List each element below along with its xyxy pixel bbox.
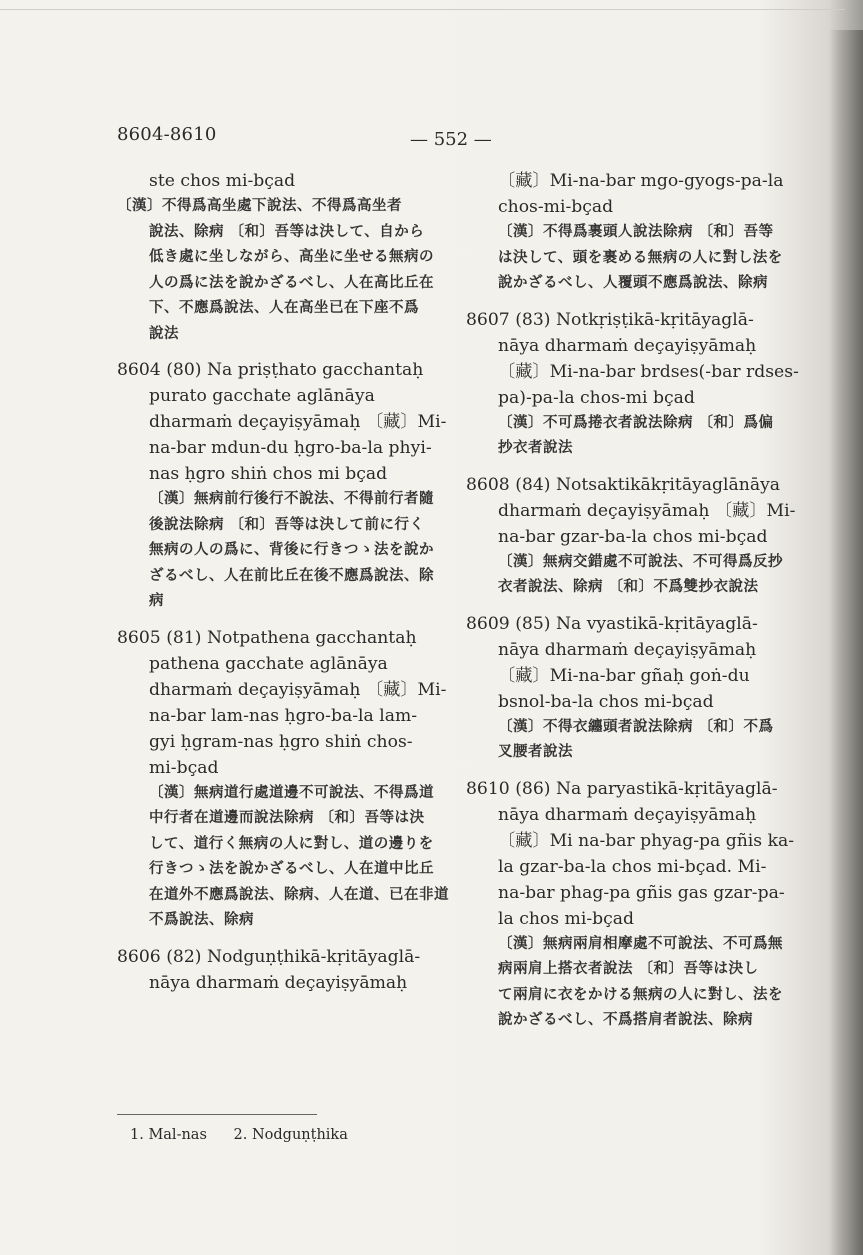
cjk-gloss: 後說法除病 〔和〕吾等は決して前に行く bbox=[149, 516, 425, 533]
cjk-gloss: 〔漢〕不得衣纏頭者說法除病 〔和〕不爲 bbox=[498, 718, 774, 735]
entry-line: 〔藏〕Mi-na-bar gñaḥ goṅ-du bbox=[498, 665, 750, 686]
cjk-gloss: 〔漢〕不得爲高坐處下說法、不得爲高坐者 bbox=[117, 198, 402, 214]
cjk-gloss: 〔漢〕不得爲裹頭人說法除病 〔和〕吾等 bbox=[498, 224, 774, 240]
entry-line: dharmaṁ deçayiṣyāmaḥ 〔藏〕Mi- bbox=[498, 500, 796, 521]
entry-line: dharmaṁ deçayiṣyāmaḥ 〔藏〕Mi- bbox=[149, 412, 447, 432]
entry-line: nāya dharmaṁ deçayiṣyāmaḥ bbox=[498, 639, 757, 660]
entry-line: nāya dharmaṁ deçayiṣyāmaḥ bbox=[149, 972, 408, 993]
cjk-gloss: 說法、除病 〔和〕吾等は決して、自から bbox=[149, 223, 425, 240]
entry-line: nas ḥgro shiṅ chos mi bçad bbox=[149, 464, 388, 484]
entry-8605 bbox=[117, 625, 453, 934]
left-column bbox=[117, 168, 453, 996]
entry-line: 〔藏〕Mi na-bar phyag-pa gñis ka- bbox=[498, 830, 795, 851]
running-head: 8604-8610 bbox=[117, 124, 217, 145]
entry-line: 8606 (82) Nodguṇṭhikā-kṛitāyaglā- bbox=[117, 946, 421, 967]
footnote-1: 1. Mal-nas bbox=[130, 1127, 207, 1143]
entry-8607 bbox=[466, 307, 799, 462]
entry-line: 8604 (80) Na priṣṭhato gacchantaḥ bbox=[117, 360, 424, 380]
cjk-gloss: は決して、頭を裹める無病の人に對し法を bbox=[498, 249, 783, 266]
right-column bbox=[466, 168, 799, 1034]
entry-line: 8609 (85) Na vyastikā-kṛitāyaglā- bbox=[466, 613, 758, 634]
entry-line: pa)-pa-la chos-mi bçad bbox=[498, 387, 695, 408]
entry-line: 8608 (84) Notsaktikākṛitāyaglānāya bbox=[466, 474, 781, 495]
footnotes bbox=[130, 1127, 370, 1143]
entry-8609 bbox=[466, 611, 796, 766]
cjk-gloss: 病 bbox=[149, 593, 164, 609]
entry-8606 bbox=[117, 944, 453, 996]
entry-line: nāya dharmaṁ deçayiṣyāmaḥ bbox=[498, 804, 757, 825]
entry-line: purato gacchate aglānāya bbox=[149, 386, 375, 406]
entry-line: na-bar mdun-du ḥgro-ba-la phyi- bbox=[149, 438, 432, 458]
cjk-gloss: 說かざるべし、不爲搭肩者說法、除病 bbox=[498, 1012, 753, 1028]
cjk-gloss: して、道行く無病の人に對し、道の邊りを bbox=[149, 835, 434, 852]
cjk-gloss: 無病の人の爲に、背後に行きつゝ法を說か bbox=[149, 542, 434, 558]
cjk-gloss: ざるべし、人在前比丘在後不應爲說法、除 bbox=[149, 567, 434, 584]
cjk-gloss: 〔漢〕無病兩肩相摩處不可說法、不可爲無 bbox=[498, 935, 783, 952]
cjk-gloss: 說法 bbox=[149, 325, 179, 342]
cjk-gloss: 〔漢〕無病交錯處不可說法、不可得爲反抄 bbox=[498, 553, 783, 570]
entry-line: bsnol-ba-la chos mi-bçad bbox=[498, 691, 714, 712]
cjk-gloss: 叉腰者說法 bbox=[498, 744, 573, 760]
entry-line: mi-bçad bbox=[149, 757, 219, 778]
entry-line: pathena gacchate aglānāya bbox=[149, 653, 388, 674]
entry-line: gyi ḥgram-nas ḥgro shiṅ chos- bbox=[149, 731, 413, 752]
entry-continuation: ste chos mi-bçad bbox=[149, 171, 296, 191]
cjk-gloss: 不爲說法、除病 bbox=[149, 912, 254, 928]
cjk-gloss: 人の爲に法を說かざるべし、人在高比丘在 bbox=[149, 274, 434, 291]
top-rule bbox=[0, 9, 845, 10]
entry-line: 8605 (81) Notpathena gacchantaḥ bbox=[117, 627, 417, 648]
cjk-gloss: 〔漢〕不可爲捲衣者說法除病 〔和〕爲偏 bbox=[498, 414, 774, 431]
cjk-gloss: 〔漢〕無病道行處道邊不可說法、不得爲道 bbox=[149, 784, 434, 801]
cjk-gloss: 說かざるべし、人覆頭不應爲說法、除病 bbox=[498, 275, 768, 291]
entry-line: 〔藏〕Mi-na-bar mgo-gyogs-pa-la bbox=[498, 171, 784, 191]
cjk-gloss: 下、不應爲說法、人在高坐已在下座不爲 bbox=[149, 300, 419, 316]
book-gutter-shadow bbox=[829, 30, 863, 1255]
cjk-gloss: 低き處に坐しながら、高坐に坐せる無病の bbox=[149, 249, 434, 265]
footnote-separator bbox=[117, 1114, 317, 1115]
entry-8604 bbox=[117, 357, 453, 615]
entry-line: na-bar phag-pa gñis gas gzar-pa- bbox=[498, 882, 785, 903]
entry-line: dharmaṁ deçayiṣyāmaḥ 〔藏〕Mi- bbox=[149, 679, 447, 700]
entry-line: chos-mi-bçad bbox=[498, 197, 614, 217]
entry-line: 8610 (86) Na paryastikā-kṛitāyaglā- bbox=[466, 778, 778, 799]
entry-line: 〔藏〕Mi-na-bar brdses(-bar rdses- bbox=[498, 361, 799, 382]
cjk-gloss: 中行者在道邊而說法除病 〔和〕吾等は決 bbox=[149, 810, 425, 826]
cjk-gloss: 行きつゝ法を說かざるべし、人在道中比丘 bbox=[149, 861, 434, 877]
entry-line: la chos mi-bçad bbox=[498, 908, 635, 929]
entry-line: 8607 (83) Notkṛiṣṭikā-kṛitāyaglā- bbox=[466, 309, 754, 330]
entry-line: la gzar-ba-la chos mi-bçad. Mi- bbox=[498, 856, 767, 877]
page-number: — 552 — bbox=[410, 129, 492, 150]
cjk-gloss: 衣者說法、除病 〔和〕不爲雙抄衣說法 bbox=[498, 579, 759, 595]
entry-line: nāya dharmaṁ deçayiṣyāmaḥ bbox=[498, 335, 757, 356]
cjk-gloss: 在道外不應爲說法、除病、人在道、已在非道 bbox=[149, 886, 449, 903]
entry-8610 bbox=[466, 776, 796, 1034]
cjk-gloss: 病兩肩上搭衣者說法 〔和〕吾等は決し bbox=[498, 961, 759, 977]
cjk-gloss: 〔漢〕無病前行後行不說法、不得前行者隨 bbox=[149, 491, 434, 507]
cjk-gloss: 抄衣者說法 bbox=[498, 440, 573, 456]
entry-line: na-bar lam-nas ḥgro-ba-la lam- bbox=[149, 705, 418, 726]
entry-8608 bbox=[466, 472, 796, 601]
cjk-gloss: て兩肩に衣をかける無病の人に對し、法を bbox=[498, 986, 783, 1003]
footnote-2: 2. Nodguṇṭhika bbox=[233, 1127, 348, 1143]
entry-line: na-bar gzar-ba-la chos mi-bçad bbox=[498, 526, 768, 547]
